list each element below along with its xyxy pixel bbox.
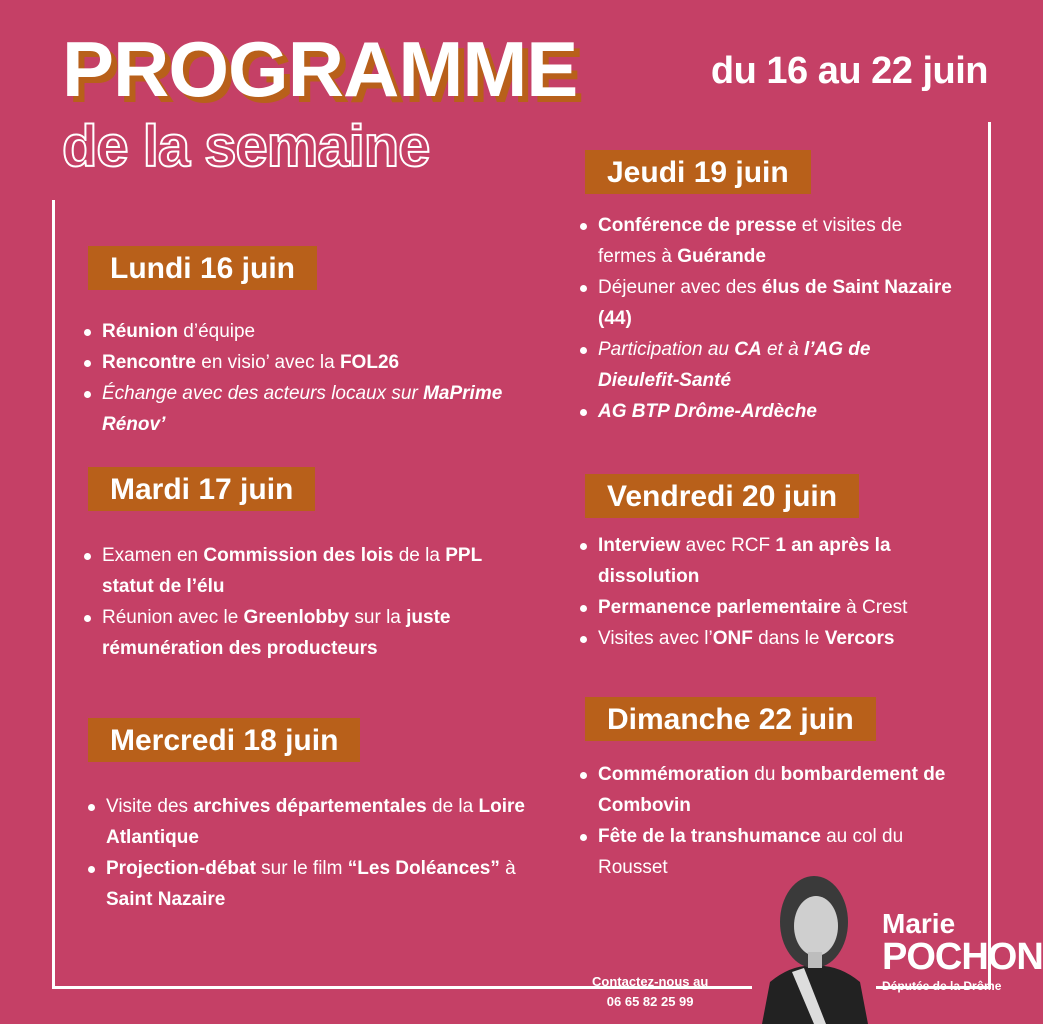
portrait-photo xyxy=(752,862,876,1024)
day-monday xyxy=(88,246,317,290)
contact-info: Contactez-nous au 06 65 82 25 99 xyxy=(592,972,708,1012)
list-item: Commémoration du bombardement de Combovin xyxy=(576,759,971,821)
day-label: Mardi 17 juin xyxy=(88,467,315,511)
list-monday xyxy=(80,316,540,440)
day-label: Mercredi 18 juin xyxy=(88,718,360,762)
list-item: Déjeuner avec des élus de Saint Nazaire (44) xyxy=(576,272,956,334)
day-sunday xyxy=(585,697,876,741)
list-item: Rencontre en visio’ avec la FOL26 xyxy=(80,347,540,378)
person-role: Députée de la Drôme xyxy=(882,979,1002,993)
list-item: Réunion avec le Greenlobby sur la juste rémunération des producteurs xyxy=(80,602,530,664)
list-wednesday xyxy=(84,791,534,915)
list-tuesday xyxy=(80,540,530,664)
page-subtitle: de la semaine xyxy=(62,114,430,179)
day-label: Jeudi 19 juin xyxy=(585,150,811,194)
list-item: Fête de la transhumance au col du Rousset xyxy=(576,821,971,883)
list-item: AG BTP Drôme-Ardèche xyxy=(576,396,956,427)
list-item: Participation au CA et à l’AG de Dieulefit-Santé xyxy=(576,334,956,396)
list-item: Projection-débat sur le film “Les Doléances” à Saint Nazaire xyxy=(84,853,534,915)
phone-number[interactable]: 06 65 82 25 99 xyxy=(606,994,694,1009)
list-item: Visite des archives départementales de la Loire Atlantique xyxy=(84,791,534,853)
list-friday xyxy=(576,530,966,654)
day-friday xyxy=(585,474,859,518)
date-range: du 16 au 22 juin xyxy=(710,50,988,92)
list-item: Échange avec des acteurs locaux sur MaPrime Rénov’ xyxy=(80,378,540,440)
day-wednesday xyxy=(88,718,360,762)
page-title: PROGRAMME xyxy=(62,25,578,113)
person-name: Marie POCHON Députée de la Drôme xyxy=(882,908,1043,993)
day-label: Vendredi 20 juin xyxy=(585,474,859,518)
list-item: Permanence parlementaire à Crest xyxy=(576,592,966,623)
day-tuesday xyxy=(88,467,315,511)
list-item: Visites avec l’ONF dans le Vercors xyxy=(576,623,966,654)
day-label: Lundi 16 juin xyxy=(88,246,317,290)
list-item: Interview avec RCF 1 an après la dissolution xyxy=(576,530,966,592)
day-thursday xyxy=(585,150,811,194)
list-thursday xyxy=(576,210,956,427)
list-item: Conférence de presse et visites de fermes à Guérande xyxy=(576,210,956,272)
list-item: Réunion d’équipe xyxy=(80,316,540,347)
day-label: Dimanche 22 juin xyxy=(585,697,876,741)
list-item: Examen en Commission des lois de la PPL statut de l’élu xyxy=(80,540,530,602)
